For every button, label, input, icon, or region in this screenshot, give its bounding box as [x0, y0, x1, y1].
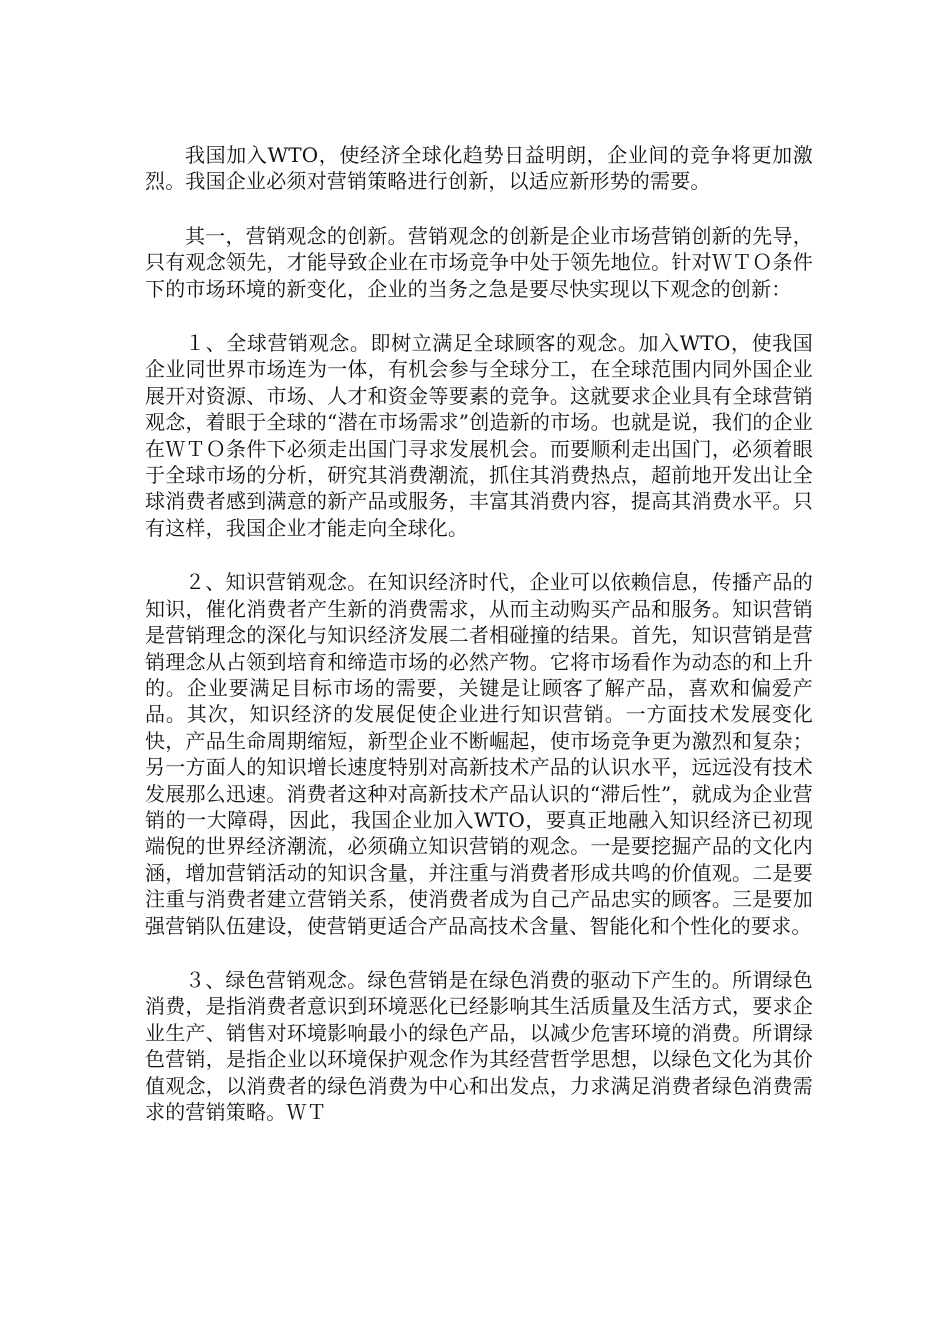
- paragraph-global-marketing: １、全球营销观念。即树立满足全球顾客的观念。加入WTO，使我国企业同世界市场连为一体，有机会参与全球分工，在全球范围内同外国企业展开对资源、市场、人才和资金等要素的竞争。这就要求企业具有全球营销观念，着眼于全球的“潜在市场需求”创造新的市场。也就是说，我们的企业在ＷＴＯ条件下必须走出国门寻求发展机会。而要顺利走出国门，必须着眼于全球市场的分析，研究其消费潮流，抓住其消费热点，超前地开发出让全球消费者感到满意的新产品或服务，丰富其消费内容，提高其消费水平。只有这样，我国企业才能走向全球化。: [145, 331, 813, 540]
- paragraph-marketing-concept-innovation: 其一，营销观念的创新。营销观念的创新是企业市场营销创新的先导，只有观念领先，才能导致企业在市场竞争中处于领先地位。针对ＷＴＯ条件下的市场环境的新变化，企业的当务之急是要尽快实现以下观念的创新：: [145, 223, 813, 301]
- document-page: [145, 142, 813, 1153]
- paragraph-intro: 我国加入WTO，使经济全球化趋势日益明朗，企业间的竞争将更加激烈。我国企业必须对营销策略进行创新，以适应新形势的需要。: [145, 143, 813, 194]
- paragraph-green-marketing: ３、绿色营销观念。绿色营销是在绿色消费的驱动下产生的。所谓绿色消费，是指消费者意识到环境恶化已经影响其生活质量及生活方式，要求企业生产、销售对环境影响最小的绿色产品，以减少危害环境的消费。所谓绿色营销，是指企业以环境保护观念作为其经营哲学思想，以绿色文化为其价值观念，以消费者的绿色消费为中心和出发点，力求满足消费者绿色消费需求的营销策略。ＷＴ: [145, 967, 813, 1124]
- paragraph-knowledge-marketing: ２、知识营销观念。在知识经济时代，企业可以依赖信息，传播产品的知识，催化消费者产生新的消费需求，从而主动购买产品和服务。知识营销是营销理念的深化与知识经济发展二者相碰撞的结果。首先，知识营销是营销理念从占领到培育和缔造市场的必然产物。它将市场看作为动态的和上升的。企业要满足目标市场的需要，关键是让顾客了解产品，喜欢和偏爱产品。其次，知识经济的发展促使企业进行知识营销。一方面技术发展变化快，产品生命周期缩短，新型企业不断崛起，使市场竞争更为激烈和复杂；另一方面人的知识增长速度特别对高新技术产品的认识水平，远远没有技术发展那么迅速。消费者这种对高新技术产品认识的“滞后性”，就成为企业营销的一大障碍，因此，我国企业加入WTO，要真正地融入知识经济已初现端倪的世界经济潮流，必须确立知识营销的观念。一是要挖掘产品的文化内涵，增加营销活动的知识含量，并注重与消费者形成共鸣的价值观。二是要注重与消费者建立营销关系，使消费者成为自己产品忠实的顾客。三是要加强营销队伍建设，使营销更适合产品高技术含量、智能化和个性化的要求。: [145, 570, 813, 938]
